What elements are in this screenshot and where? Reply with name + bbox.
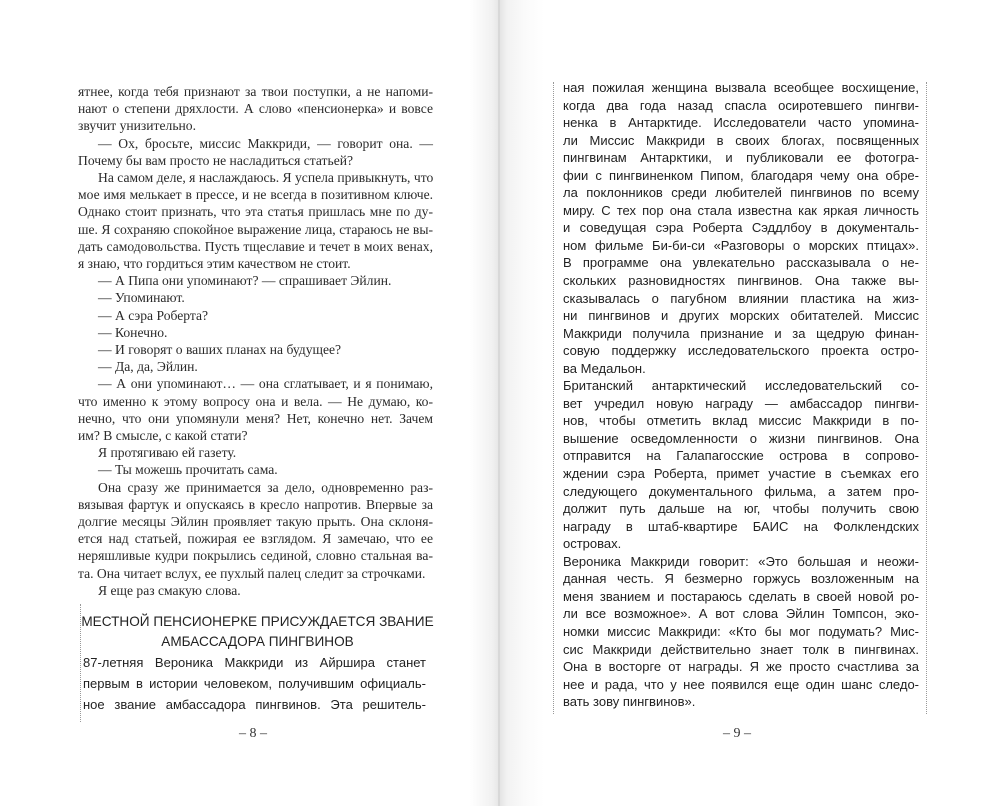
text-line: та. Она читает вслух, ее пухлый палец следит за строчками.: [78, 565, 426, 581]
article-line: номки миссис Маккриди: «Кто бы мог подумать? Мис-: [563, 623, 919, 639]
article-line: фии с пингвиненком Пипом, благодаря чему она обре-: [563, 167, 919, 183]
text-line: Я еще раз смакую слова.: [98, 582, 241, 598]
article-line: вать зову пингвинов».: [563, 694, 696, 710]
book-gutter: [498, 0, 500, 806]
article-line: ни пингвинов и других морских обитателей. Миссис: [563, 308, 919, 324]
article-line: миру. С тех пор она стала известна как яркая личность: [563, 202, 919, 218]
text-line: Я протягиваю ей газету.: [98, 445, 237, 461]
text-line: — А Пипа они упоминают? — спрашивает Эйлин.: [98, 273, 392, 289]
article-line: нее и рада, что у нее появился еще один шанс следо-: [563, 676, 919, 692]
text-line: ше. Я сохраняю спокойное выражение лица, стараюсь не вы-: [78, 221, 433, 237]
article-line: ная пожилая женщина вызвала всеобщее восхищение,: [563, 80, 919, 95]
article-line: должит путь дальше на юг, чтобы получить свою: [563, 501, 919, 517]
text-line: долгие месяцы Эйлин проявляет такую прыть. Она склоня-: [78, 514, 433, 530]
article-line: островах.: [563, 536, 622, 552]
article-line: Маккриди получила признание и за щедрую финан-: [563, 325, 919, 341]
text-line: им? В смысле, с какой стати?: [78, 428, 248, 444]
article-line: награду в штаб-квартире БАИС на Фолклендских: [563, 518, 919, 534]
article-line: ное звание амбассадора пингвинов. Эта решитель-: [83, 697, 426, 712]
article-line: ждении сэра Роберта, примет участие в съемках его: [563, 466, 919, 482]
article-line: совую поддержку исследовательского проекта остро-: [563, 343, 919, 359]
text-line: я знаю, что гордиться этим качеством не стоит.: [78, 256, 351, 272]
article-line: Вероника Маккриди говорит: «Это большая и неожи-: [563, 553, 919, 569]
text-line: вязывая фартук и опускаясь в кресло напротив. Впервые за: [78, 496, 433, 512]
article-line: данная честь. Я безмерно горжусь возложенным на: [563, 571, 919, 587]
text-line: — Ты можешь прочитать сама.: [98, 462, 278, 478]
article-line: нов, чтобы отметить вклад миссис Маккриди в по-: [563, 413, 919, 429]
article-body: [563, 79, 919, 711]
page-number-9: – 9 –: [723, 726, 751, 741]
article-line: ва Медальон.: [563, 360, 646, 376]
text-line: — И говорят о ваших планах на будущее?: [98, 342, 342, 358]
text-line: — А они упоминают… — она сглатывает, и я понимаю,: [98, 376, 433, 392]
article-line: вет учредил новую награду — амбассадор пингви-: [563, 395, 919, 411]
text-line: — Ох, бросьте, миссис Маккриди, — говорит она. —: [98, 135, 433, 151]
article-line: Британский антарктический исследовательский со-: [563, 378, 919, 394]
article-line: следующего документального фильма, а затем про-: [563, 483, 919, 499]
article-line: ном фильме Би-би-си «Разговоры о морских птицах».: [563, 237, 919, 253]
text-line: Она сразу же принимается за дело, одновременно раз-: [98, 479, 433, 495]
text-line: неряшливые кудри покрылись сединой, словно стальная ва-: [78, 548, 433, 564]
text-line: дать самодовольства. Пусть тщеславие и течет в моих венах,: [78, 238, 433, 254]
text-line: — Конечно.: [98, 324, 168, 340]
article-line: Она в восторге от награды. Я же просто счастлива за: [563, 659, 919, 675]
article-line: сис Маккриди действительно знает толк в пингвинах.: [563, 641, 919, 657]
left-page: [0, 0, 499, 806]
text-line: нают о степени дряхлости. А слово «пенсионерка» и вовсе: [78, 101, 433, 117]
article-line: скольких разновидностях пингвинов. Она также вы-: [563, 273, 919, 289]
headline-line: МЕСТНОЙ ПЕНСИОНЕРКЕ ПРИСУЖДАЕТСЯ ЗВАНИЕ: [81, 614, 434, 629]
headline-line: АМБАССАДОРА ПИНГВИНОВ: [161, 634, 354, 649]
text-line: что именно к этому вопросу она и вела. — Не думаю, ко-: [78, 393, 433, 409]
text-line: мое имя мелькает в прессе, и не всегда в позитивном ключе.: [78, 187, 433, 203]
article-line: когда два года назад спасла осиротевшего пингви-: [563, 97, 919, 113]
text-line: Однако стоит признать, что эта статья пришлась мне по ду-: [78, 204, 433, 220]
newspaper-article-continued: [553, 82, 927, 714]
article-line: вышение осведомленности о жизни пингвинов. Она: [563, 430, 919, 446]
newspaper-article-start: [80, 604, 434, 722]
novel-text: [78, 83, 433, 599]
article-line: ли Миссис Маккриди в своих блогах, посвященных: [563, 132, 919, 148]
text-line: На самом деле, я наслаждаюсь. Я успела привыкнуть, что: [98, 170, 434, 186]
text-line: звучит унизительно.: [78, 118, 196, 134]
article-line: и соведущая сэра Роберта Сэддлбоу в документаль-: [563, 220, 919, 236]
article-line: пингвинам Антарктики, и публиковали ее фотогра-: [563, 150, 919, 166]
text-line: — А сэра Роберта?: [98, 307, 209, 323]
article-line: первым в истории человеком, получившим официаль-: [83, 676, 426, 691]
text-line: Почему бы вам просто не насладиться статьей?: [78, 152, 354, 168]
text-line: — Упоминают.: [98, 290, 185, 306]
article-body: [81, 652, 426, 715]
text-line: нечно, что они упомянули меня? Нет, конечно нет. Зачем: [78, 410, 433, 426]
article-line: ненка в Антарктиде. Исследователи часто упомина-: [563, 115, 919, 131]
article-headline: [81, 604, 434, 652]
article-line: ли все возможное». А вот слова Эйлин Томпсон, эко-: [563, 606, 919, 622]
article-line: 87-летняя Вероника Маккриди из Айршира станет: [83, 655, 426, 670]
text-line: ятнее, когда тебя признают за твои поступки, а не напоми-: [78, 84, 433, 99]
text-line: — Да, да, Эйлин.: [98, 359, 198, 375]
article-line: ла поклонников среди любителей пингвинов по всему: [563, 185, 919, 201]
article-line: сказывалась о пагубном влиянии пластика на жиз-: [563, 290, 919, 306]
article-line: В программе она увлекательно рассказывала о не-: [563, 255, 919, 271]
page-number-8: – 8 –: [239, 726, 267, 741]
text-line: ется над статьей, пожирая ее взглядом. Я замечаю, что ее: [78, 531, 433, 547]
article-line: отправится на Галапагосские острова в сопрово-: [563, 448, 919, 464]
article-line: меня званием и постараюсь сделать в своей новой ро-: [563, 588, 919, 604]
